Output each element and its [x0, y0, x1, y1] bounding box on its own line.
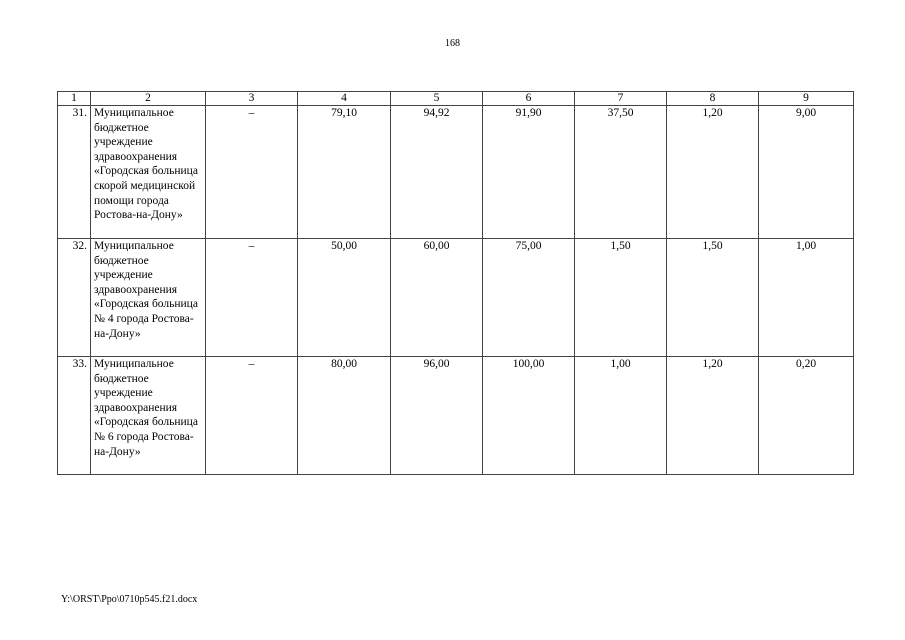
cell-col-7: 1,50	[575, 239, 667, 357]
header-cell-8: 8	[667, 92, 759, 106]
cell-col-3: –	[206, 357, 298, 475]
cell-col-6: 91,90	[483, 106, 575, 239]
cell-col-9: 9,00	[759, 106, 854, 239]
cell-col-6: 75,00	[483, 239, 575, 357]
cell-col-4: 80,00	[298, 357, 391, 475]
header-cell-2: 2	[91, 92, 206, 106]
table-row	[58, 239, 854, 357]
footer-file-path: Y:\ORST\Ppo\0710p545.f21.docx	[61, 594, 198, 605]
row-number: 33.	[58, 357, 91, 475]
header-cell-3: 3	[206, 92, 298, 106]
institution-name: Муниципальное бюджетное учреждение здравоохранения «Городская больница № 4 города Ростова-на-Дону»	[91, 239, 206, 357]
page-number: 168	[445, 38, 460, 49]
institution-name: Муниципальное бюджетное учреждение здравоохранения «Городская больница № 6 города Ростова-на-Дону»	[91, 357, 206, 475]
cell-col-9: 0,20	[759, 357, 854, 475]
cell-col-7: 1,00	[575, 357, 667, 475]
data-table	[57, 91, 854, 475]
cell-col-5: 60,00	[391, 239, 483, 357]
table-row	[58, 357, 854, 475]
header-cell-1: 1	[58, 92, 91, 106]
cell-col-8: 1,20	[667, 106, 759, 239]
cell-col-3: –	[206, 106, 298, 239]
row-number: 31.	[58, 106, 91, 239]
row-number: 32.	[58, 239, 91, 357]
header-cell-6: 6	[483, 92, 575, 106]
cell-col-8: 1,20	[667, 357, 759, 475]
header-cell-9: 9	[759, 92, 854, 106]
header-cell-7: 7	[575, 92, 667, 106]
cell-col-4: 79,10	[298, 106, 391, 239]
header-row	[58, 92, 854, 106]
cell-col-4: 50,00	[298, 239, 391, 357]
cell-col-8: 1,50	[667, 239, 759, 357]
header-cell-5: 5	[391, 92, 483, 106]
cell-col-6: 100,00	[483, 357, 575, 475]
cell-col-3: –	[206, 239, 298, 357]
cell-col-7: 37,50	[575, 106, 667, 239]
cell-col-5: 96,00	[391, 357, 483, 475]
cell-col-5: 94,92	[391, 106, 483, 239]
institution-name: Муниципальное бюджетное учреждение здравоохранения «Городская больница скорой медицинской помощи города Ростова-на-Дону»	[91, 106, 206, 239]
table-row	[58, 106, 854, 239]
header-cell-4: 4	[298, 92, 391, 106]
cell-col-9: 1,00	[759, 239, 854, 357]
